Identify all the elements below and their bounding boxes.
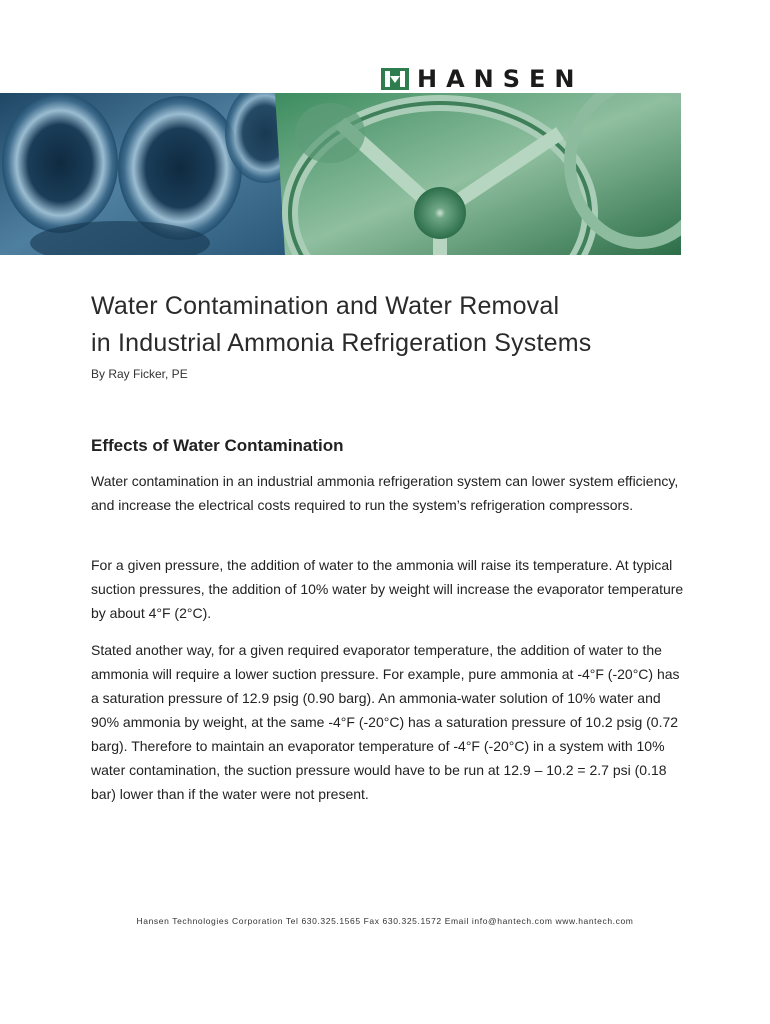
footer-contact-line: Hansen Technologies Corporation Tel 630.325.1565 Fax 630.325.1572 Email info@hantech.com www.hantech.com: [136, 916, 634, 926]
document-title-line-2: in Industrial Ammonia Refrigeration Systems: [91, 329, 592, 357]
section-heading: Effects of Water Contamination: [91, 436, 344, 455]
document-title: [91, 288, 591, 362]
brand-logo: [381, 65, 584, 93]
hero-image: [0, 93, 681, 255]
author-byline: By Ray Ficker, PE: [91, 367, 188, 381]
hansen-logo-mark-icon: [381, 68, 409, 90]
hero-photo-banner: [0, 93, 681, 255]
brand-wordmark: HANSEN: [417, 65, 584, 93]
body-paragraph-2: For a given pressure, the addition of water to the ammonia will raise its temperature. At typical suction pressures, the addition of 10% water by weight will increase the evaporator temperature by about 4°F (2°C).: [91, 557, 684, 621]
document-title-line-1: Water Contamination and Water Removal: [91, 292, 560, 320]
body-paragraph-1: Water contamination in an industrial ammonia refrigeration system can lower system efficiency, and increase the electrical costs required to run the system’s refrigeration compressors.: [91, 473, 679, 513]
body-paragraph-3: Stated another way, for a given required evaporator temperature, the addition of water to the ammonia will require a lower suction pressure. For example, pure ammonia at -4°F (-20°C) has a saturation pressure of 12.9 psig (0.90 barg). An ammonia-water solution of 10% water and 90% ammonia by weight, at the same -4°F (-20°C) has a saturation pressure of 10.2 psig (0.72 barg). Therefore to maintain an evaporator temperature of -4°F (-20°C) in a system with 10% water contamination, the suction pressure would have to be run at 12.9 – 10.2 = 2.7 psi (0.18 bar) lower than if the water were not present.: [91, 642, 680, 802]
